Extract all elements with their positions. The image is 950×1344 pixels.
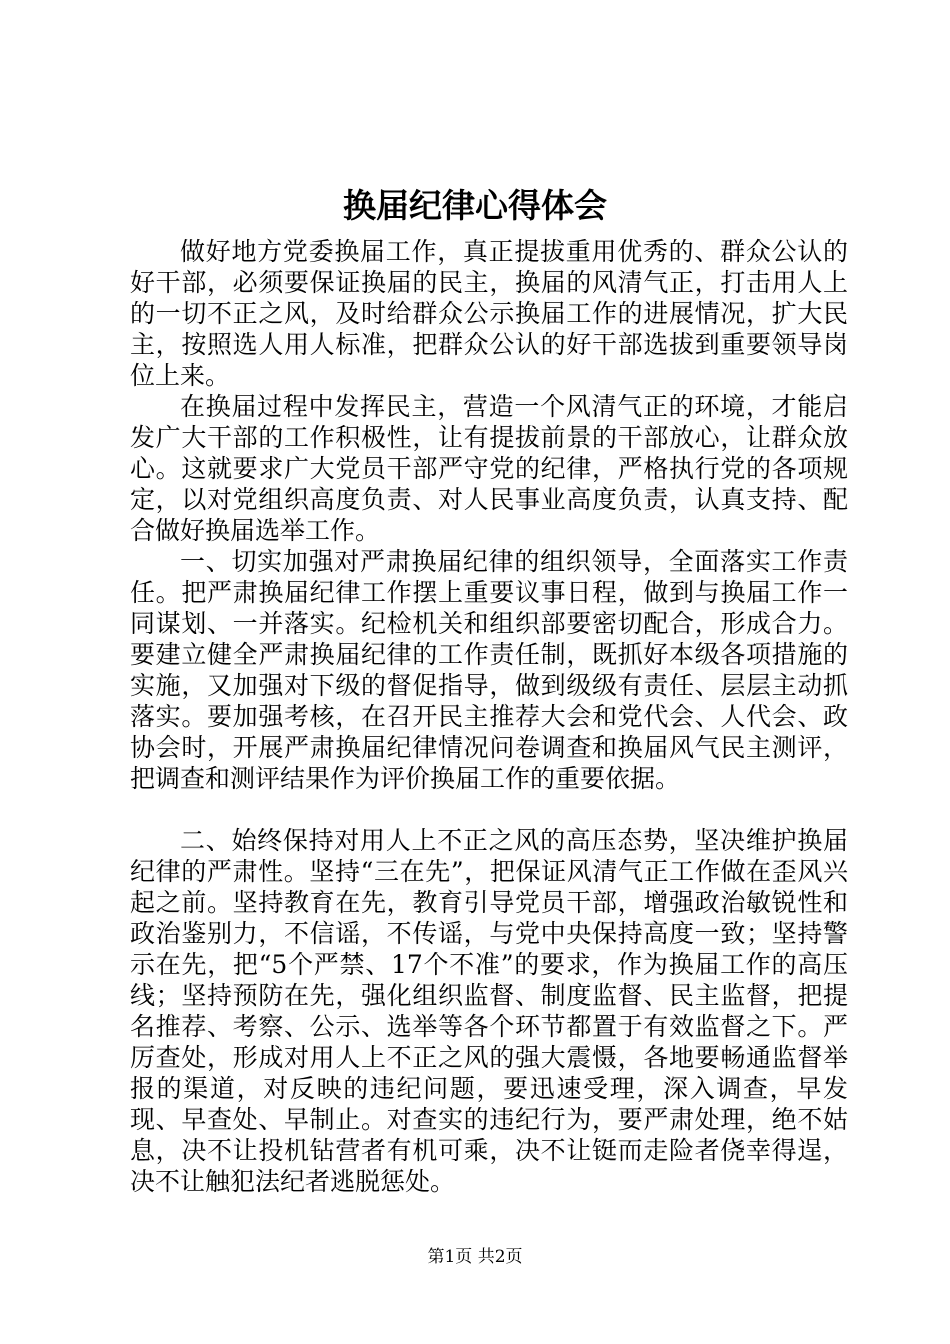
paragraph-point-one: 一、切实加强对严肃换届纪律的组织领导，全面落实工作责任。把严肃换届纪律工作摆上重要议事日程，做到与换届工作一同谋划、一并落实。纪检机关和组织部要密切配合，形成合力。要建立健全严肃换届纪律的工作责任制，既抓好本级各项措施的实施，又加强对下级的督促指导，做到级级有责任、层层主动抓落实。要加强考核，在召开民主推荐大会和党代会、人代会、政协会时，开展严肃换届纪律情况问卷调查和换届风气民主测评，把调查和测评结果作为评价换届工作的重要依据。 [130,547,848,793]
document-body [130,236,848,1197]
document-title: 换届纪律心得体会 [343,186,607,225]
paragraph-intro: 做好地方党委换届工作，真正提拔重用优秀的、群众公认的好干部，必须要保证换届的民主，换届的风清气正，打击用人上的一切不正之风，及时给群众公示换届工作的进展情况，扩大民主，按照选人用人标准，把群众公认的好干部选拔到重要领导岗位上来。 [130,237,848,390]
paragraph-point-two: 二、始终保持对用人上不正之风的高压态势，坚决维护换届纪律的严肃性。坚持“三在先”，把保证风清气正工作做在歪风兴起之前。坚持教育在先，教育引导党员干部，增强政治敏锐性和政治鉴别力，不信谣，不传谣，与党中央保持高度一致；坚持警示在先，把“5个严禁、17个不准”的要求，作为换届工作的高压线；坚持预防在先，强化组织监督、制度监督、民主监督，把提名推荐、考察、公示、选举等各个环节都置于有效监督之下。严厉查处，形成对用人上不正之风的强大震慑，各地要畅通监督举报的渠道，对反映的违纪问题，要迅速受理，深入调查，早发现、早查处、早制止。对查实的违纪行为，要严肃处理，绝不姑息，决不让投机钻营者有机可乘，决不让铤而走险者侥幸得逞，决不让触犯法纪者逃脱惩处。 [130,826,848,1196]
paragraph-democracy: 在换届过程中发挥民主，营造一个风清气正的环境，才能启发广大干部的工作积极性，让有提拔前景的干部放心，让群众放心。这就要求广大党员干部严守党的纪律，严格执行党的各项规定，以对党组织高度负责、对人民事业高度负责，认真支持、配合做好换届选举工作。 [130,392,848,545]
page-number-footer: 第1页 共2页 [427,1247,523,1267]
